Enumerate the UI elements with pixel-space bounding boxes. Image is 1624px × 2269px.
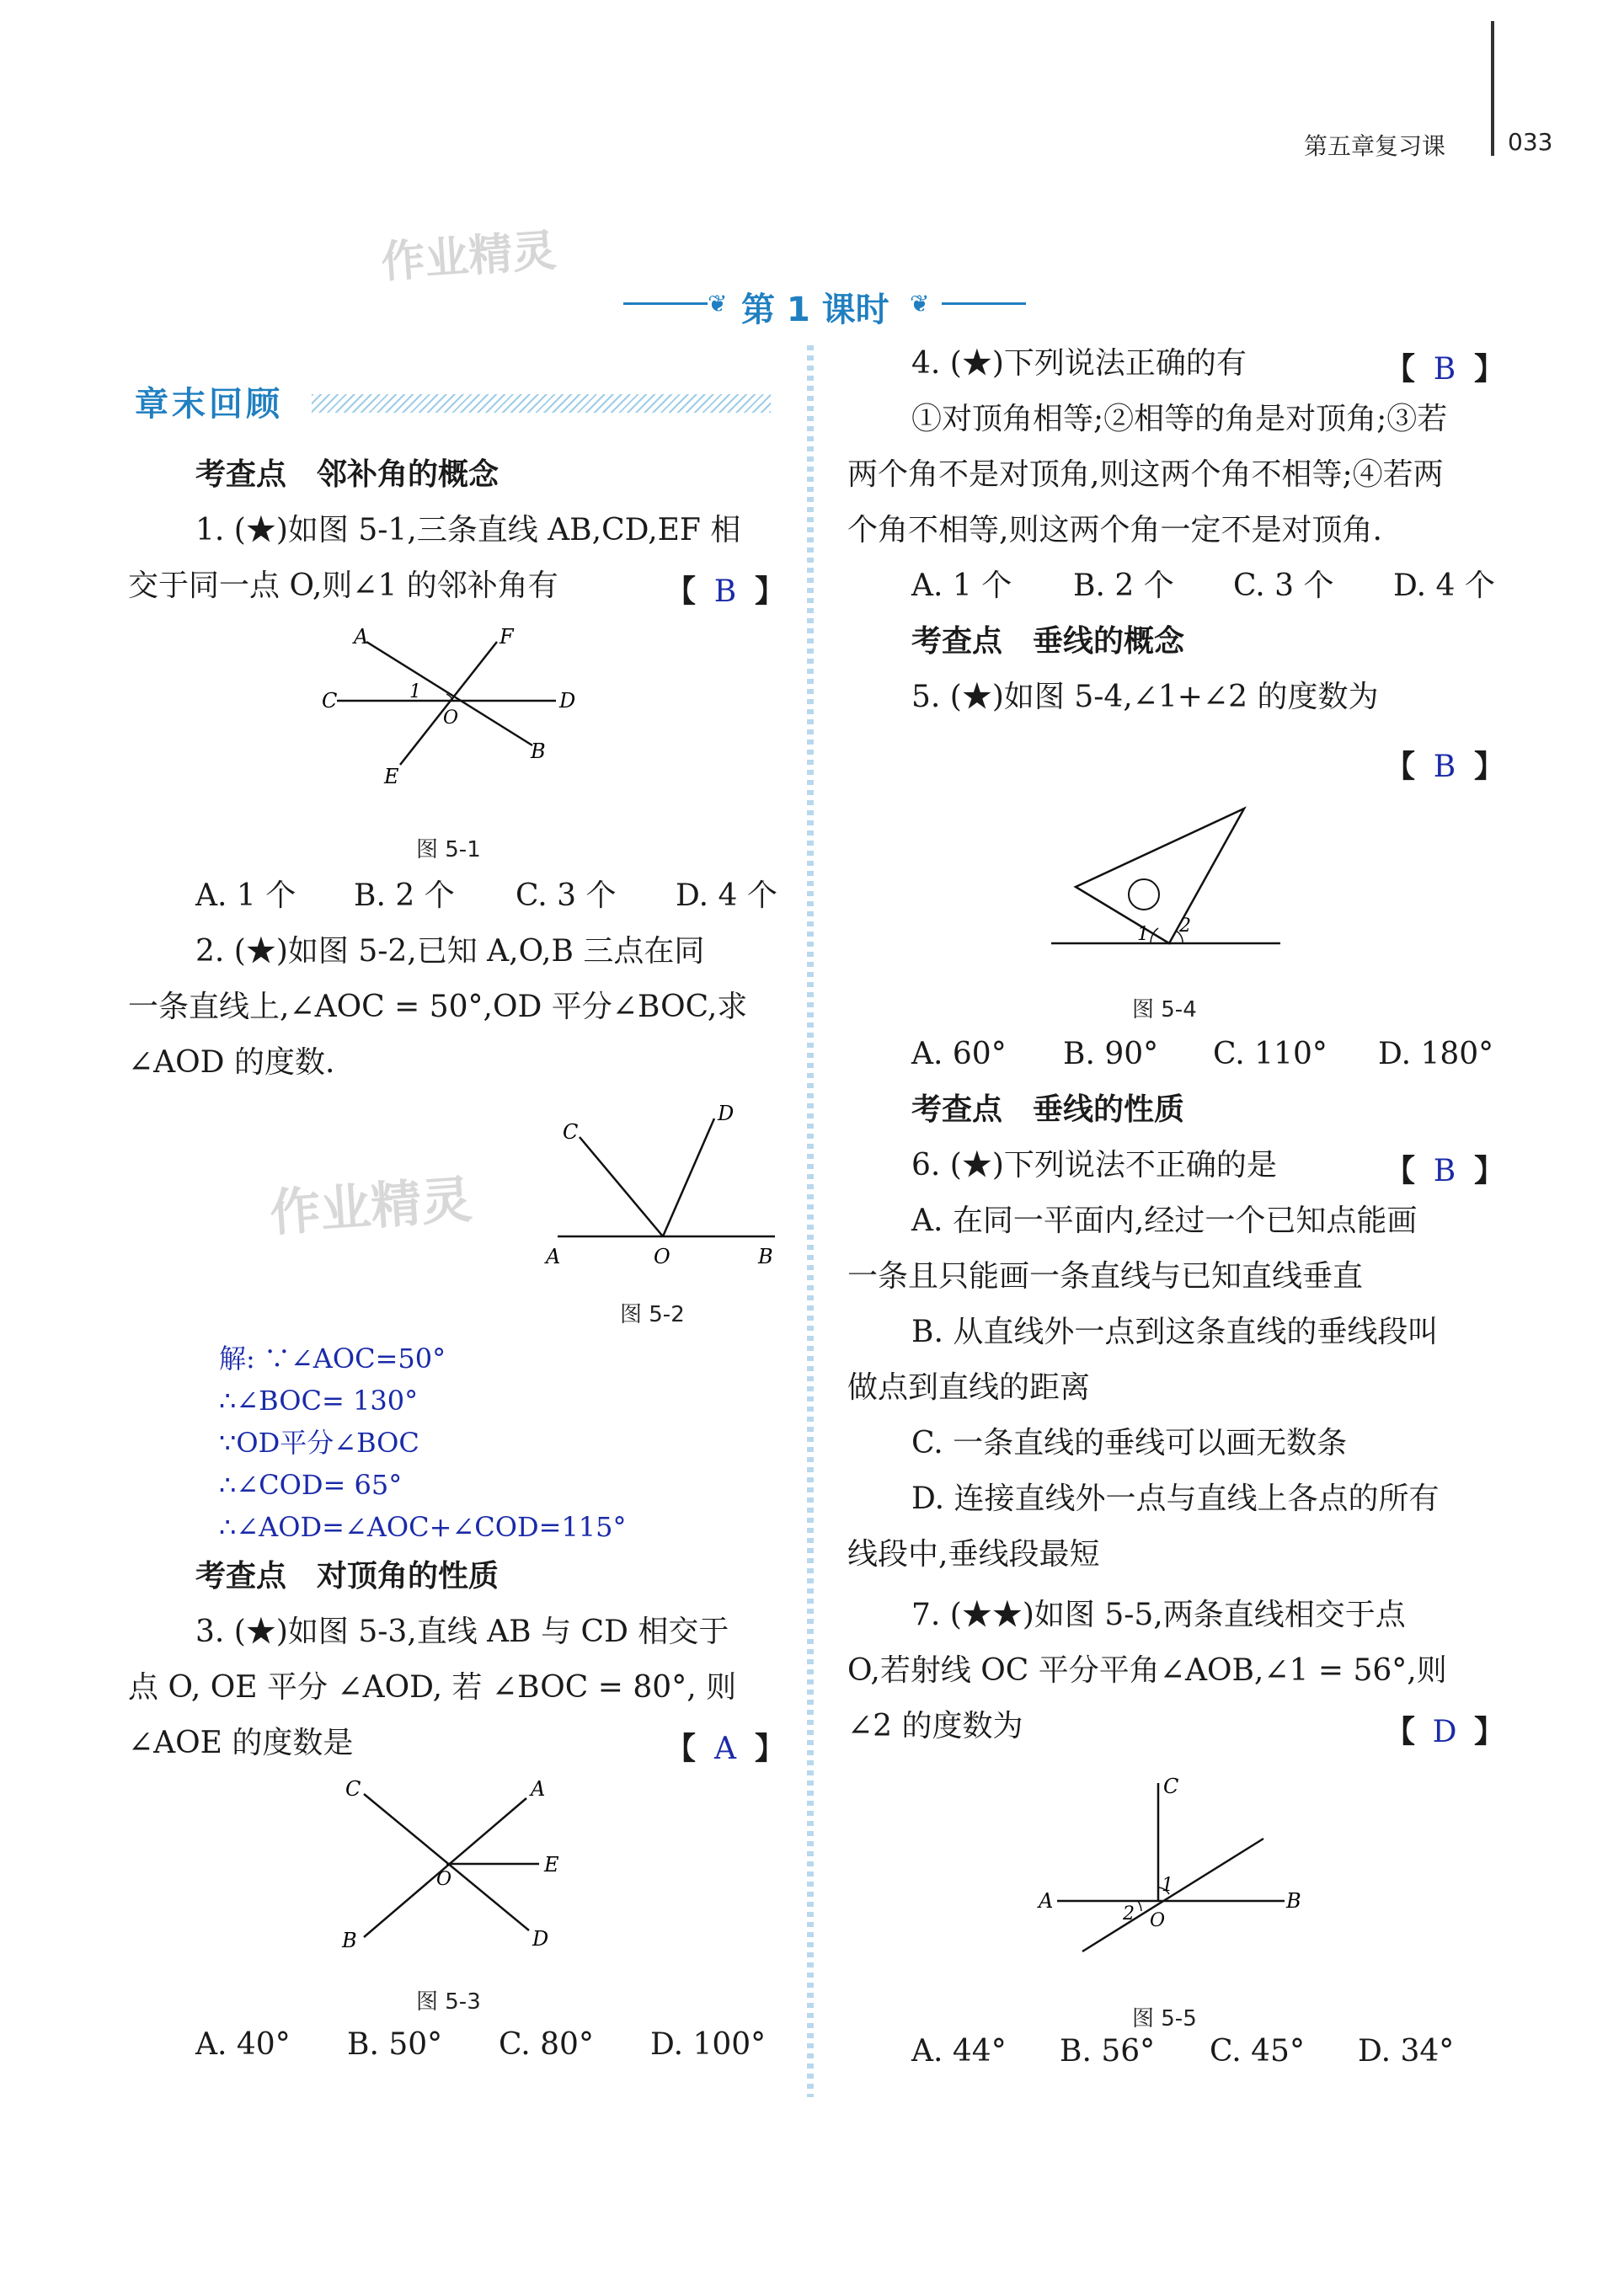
section-heading xyxy=(135,377,775,428)
caption-5-2: 图 5-2 xyxy=(620,1302,685,1327)
line-ef xyxy=(400,642,497,765)
lesson-title: 第 1 课时 xyxy=(741,291,889,329)
page-number: 033 xyxy=(1508,128,1553,156)
label-c: C xyxy=(1163,1775,1179,1798)
q4-line2: ①对顶角相等;②相等的角是对顶角;③若 xyxy=(911,402,1448,436)
q3-option-d: D. 100° xyxy=(650,2027,767,2062)
kp3-heading: 考查点 垂线的概念 xyxy=(911,624,1185,659)
label-b: B xyxy=(531,739,546,763)
header-divider xyxy=(1491,21,1494,156)
q7-option-b: B. 56° xyxy=(1060,2034,1156,2069)
q4-option-c: C. 3 个 xyxy=(1233,569,1334,603)
solution-line-5: ∴∠AOD=∠AOC+∠COD=115° xyxy=(219,1511,627,1543)
ornament-right-icon: ❦ xyxy=(910,290,930,318)
caption-5-5: 图 5-5 xyxy=(1132,2006,1197,2031)
q3-line2: 点 O, OE 平分 ∠AOD, 若 ∠BOC = 80°, 则 xyxy=(128,1670,737,1705)
caption-5-4: 图 5-4 xyxy=(1132,997,1197,1022)
q4-line3: 两个角不是对顶角,则这两个角不相等;④若两 xyxy=(847,457,1444,492)
line-cd xyxy=(364,1794,529,1930)
q1-line2: 交于同一点 O,则∠1 的邻补角有 xyxy=(128,569,558,603)
label-d: D xyxy=(559,689,576,713)
solution-line-2: ∴∠BOC= 130° xyxy=(219,1385,419,1417)
label-o: O xyxy=(654,1245,670,1268)
q6-option-d2: 线段中,垂线段最短 xyxy=(847,1537,1100,1572)
q4-answer-bracket: 【 B 】 xyxy=(1385,352,1505,387)
q5-option-d: D. 180° xyxy=(1378,1037,1494,1071)
q2-solution xyxy=(219,1337,627,1548)
q3-line1: 3. (★)如图 5-3,直线 AB 与 CD 相交于 xyxy=(195,1615,729,1649)
column-divider xyxy=(807,345,814,2097)
q6-option-d1: D. 连接直线外一点与直线上各点的所有 xyxy=(911,1482,1440,1516)
q6-answer: B xyxy=(1433,1154,1456,1188)
label-c: C xyxy=(563,1120,579,1144)
label-e: E xyxy=(544,1853,559,1877)
q6-option-c1: C. 一条直线的垂线可以画无数条 xyxy=(911,1426,1348,1460)
page-header xyxy=(0,0,1624,168)
q4-line1: 4. (★)下列说法正确的有 xyxy=(911,346,1247,381)
q7-option-d: D. 34° xyxy=(1358,2034,1455,2069)
figure-5-5 xyxy=(1032,1764,1318,1967)
label-a: A xyxy=(1039,1889,1054,1913)
label-angle-2: 2 xyxy=(1179,916,1191,937)
header-chapter: 第五章复习课 xyxy=(1304,132,1446,160)
q5-answer-bracket: 【 B 】 xyxy=(1385,750,1505,784)
ray-oc xyxy=(580,1137,663,1236)
solution-line-1: 解: ∵∠AOC=50° xyxy=(219,1343,446,1375)
label-o: O xyxy=(443,707,459,729)
set-square xyxy=(1076,809,1244,943)
label-c: C xyxy=(322,689,338,713)
q7-answer-bracket: 【 D 】 xyxy=(1385,1715,1505,1749)
label-b: B xyxy=(1286,1889,1301,1913)
figure-5-2 xyxy=(539,1095,792,1272)
label-o: O xyxy=(1150,1910,1166,1931)
label-e: E xyxy=(384,765,399,788)
label-angle-2: 2 xyxy=(1123,1903,1135,1925)
q3-option-c: C. 80° xyxy=(499,2027,594,2062)
figure-5-1 xyxy=(320,623,606,792)
ornament-left-icon: ❦ xyxy=(708,290,728,318)
ray-od xyxy=(663,1118,714,1236)
q1-option-d: D. 4 个 xyxy=(676,878,777,913)
q1-answer-bracket: 【 B 】 xyxy=(665,574,786,609)
q7-line2: O,若射线 OC 平分平角∠AOB,∠1 = 56°,则 xyxy=(847,1653,1447,1688)
q5-option-b: B. 90° xyxy=(1063,1037,1159,1071)
q1-line1: 1. (★)如图 5-1,三条直线 AB,CD,EF 相 xyxy=(195,513,741,547)
label-a: A xyxy=(546,1245,561,1268)
kp1-heading: 考查点 邻补角的概念 xyxy=(195,457,499,492)
label-b: B xyxy=(758,1245,773,1268)
label-angle-1: 1 xyxy=(1162,1875,1173,1896)
q1-answer: B xyxy=(713,574,737,609)
q1-option-b: B. 2 个 xyxy=(354,878,455,913)
angle-2-arc xyxy=(1138,1901,1141,1911)
solution-line-4: ∴∠COD= 65° xyxy=(219,1469,403,1501)
label-d: D xyxy=(718,1102,735,1125)
label-d: D xyxy=(532,1927,549,1951)
label-angle-1: 1 xyxy=(409,681,421,702)
watermark-top: 作业精灵 xyxy=(379,225,558,289)
q5-option-a: A. 60° xyxy=(911,1037,1007,1071)
q4-option-a: A. 1 个 xyxy=(911,569,1012,603)
lesson-title-bar xyxy=(615,278,1002,328)
title-line-right xyxy=(942,302,1026,305)
q2-line2: 一条直线上,∠AOC = 50°,OD 平分∠BOC,求 xyxy=(128,990,748,1024)
q5-answer: B xyxy=(1433,750,1456,784)
kp4-heading: 考查点 垂线的性质 xyxy=(911,1092,1185,1127)
title-line-left xyxy=(623,302,708,305)
caption-5-1: 图 5-1 xyxy=(416,837,481,862)
q5-option-c: C. 110° xyxy=(1213,1037,1328,1071)
q6-option-b1: B. 从直线外一点到这条直线的垂线段叫 xyxy=(911,1315,1439,1349)
q6-answer-bracket: 【 B 】 xyxy=(1385,1154,1505,1188)
q6-option-a1: A. 在同一平面内,经过一个已知点能画 xyxy=(911,1204,1418,1238)
section-title: 章末回顾 xyxy=(135,385,283,424)
set-square-hole xyxy=(1129,879,1159,910)
q3-answer: A xyxy=(714,1732,737,1766)
q3-answer-bracket: 【 A 】 xyxy=(665,1732,786,1766)
label-b: B xyxy=(342,1929,357,1952)
label-a: A xyxy=(531,1777,546,1801)
solution-line-3: ∵OD平分∠BOC xyxy=(219,1427,419,1459)
label-a: A xyxy=(354,625,369,649)
q7-line1: 7. (★★)如图 5-5,两条直线相交于点 xyxy=(911,1598,1406,1632)
figure-5-3 xyxy=(329,1777,581,1962)
figure-5-4 xyxy=(1044,800,1289,960)
q7-option-c: C. 45° xyxy=(1210,2034,1305,2069)
q7-line3: ∠2 的度数为 xyxy=(847,1709,1023,1743)
q4-answer: B xyxy=(1433,352,1456,387)
kp2-heading: 考查点 对顶角的性质 xyxy=(195,1559,499,1594)
q6-option-a2: 一条且只能画一条直线与已知直线垂直 xyxy=(847,1259,1364,1294)
label-f: F xyxy=(499,625,514,649)
q6-option-b2: 做点到直线的距离 xyxy=(847,1370,1091,1405)
q3-line3: ∠AOE 的度数是 xyxy=(128,1726,354,1760)
watermark-middle: 作业精灵 xyxy=(268,1170,474,1244)
q3-option-b: B. 50° xyxy=(347,2027,443,2062)
line-ab xyxy=(366,642,532,745)
label-c: C xyxy=(345,1777,361,1801)
section-hatch xyxy=(312,394,771,413)
q2-line1: 2. (★)如图 5-2,已知 A,O,B 三点在同 xyxy=(195,934,705,969)
q4-line4: 个角不相等,则这两个角一定不是对顶角. xyxy=(847,513,1382,547)
label-angle-1: 1 xyxy=(1137,924,1149,945)
q7-option-a: A. 44° xyxy=(911,2034,1007,2069)
q1-option-a: A. 1 个 xyxy=(195,878,296,913)
line-ab xyxy=(364,1798,526,1937)
q7-answer: D xyxy=(1432,1715,1457,1749)
caption-5-3: 图 5-3 xyxy=(416,1989,481,2015)
label-o: O xyxy=(436,1869,452,1890)
q4-option-d: D. 4 个 xyxy=(1393,569,1495,603)
q5-line1: 5. (★)如图 5-4,∠1+∠2 的度数为 xyxy=(911,680,1379,714)
q3-option-a: A. 40° xyxy=(195,2027,291,2062)
q6-line1: 6. (★)下列说法不正确的是 xyxy=(911,1148,1277,1183)
q4-option-b: B. 2 个 xyxy=(1073,569,1174,603)
q2-line3: ∠AOD 的度数. xyxy=(128,1045,335,1080)
q1-option-c: C. 3 个 xyxy=(516,878,617,913)
